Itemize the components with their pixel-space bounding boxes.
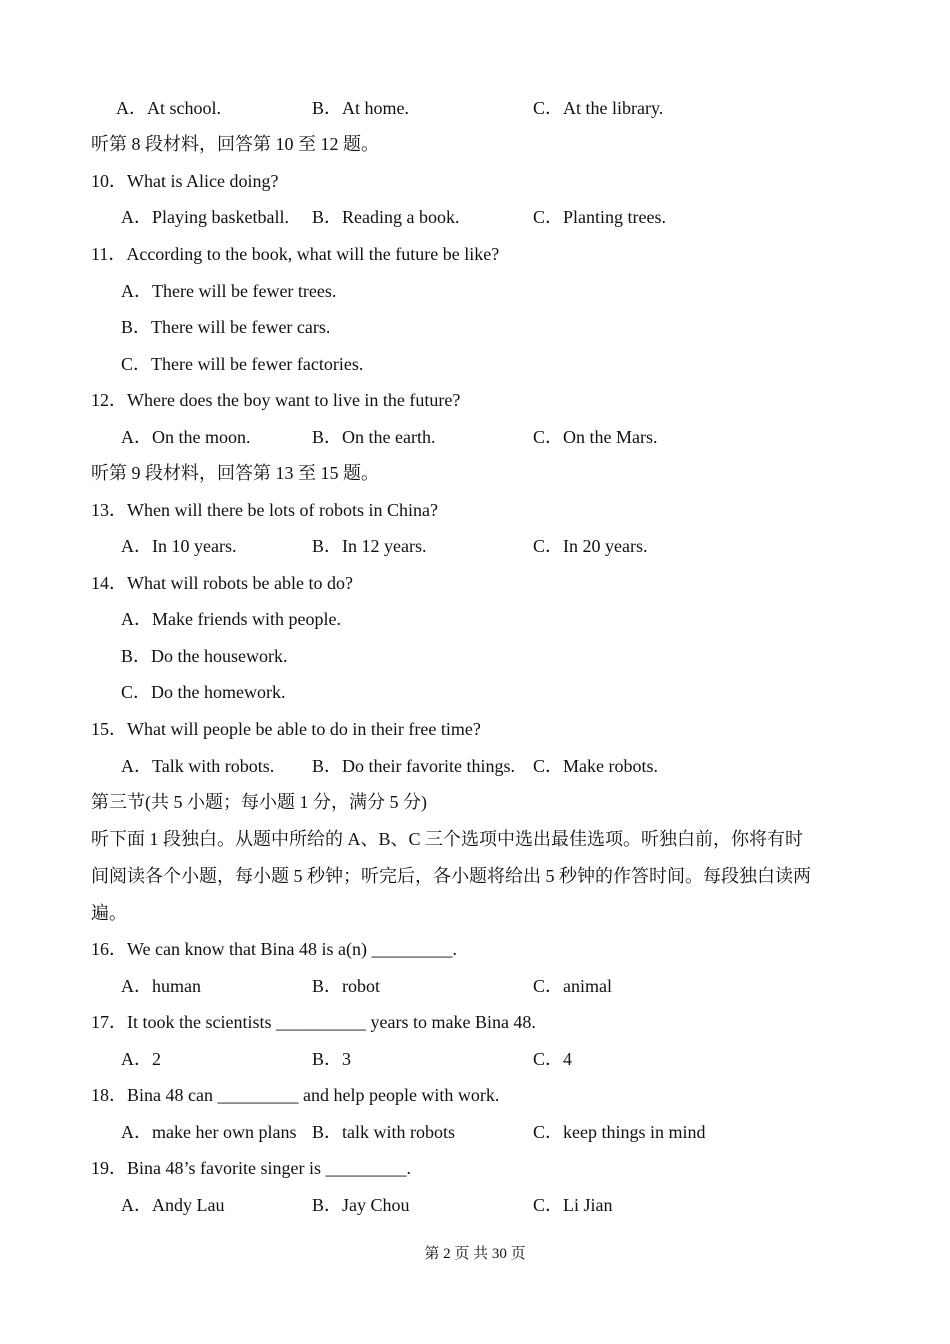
q17-option-c: C．4 <box>533 1049 573 1069</box>
question-19: 19．Bina 48’s favorite singer is _________. <box>91 1158 411 1178</box>
q15-option-a: A．Talk with robots. <box>121 756 275 776</box>
question-11: 11．According to the book, what will the future be like? <box>91 244 500 264</box>
q9-option-c: C．At the library. <box>533 98 664 118</box>
q11-option-b: B．There will be fewer cars. <box>121 317 331 337</box>
q14-option-b: B．Do the housework. <box>121 646 288 666</box>
section-instruction-line-3: 遍。 <box>91 903 127 923</box>
section-instruction: 听第 9 段材料，回答第 13 至 15 题。 <box>91 463 379 483</box>
question-14: 14．What will robots be able to do? <box>91 573 353 593</box>
q19-option-c: C．Li Jian <box>533 1195 613 1215</box>
q12-option-b: B．On the earth. <box>312 427 436 447</box>
question-17: 17．It took the scientists __________ years to make Bina 48. <box>91 1012 536 1032</box>
q17-option-b: B．3 <box>312 1049 352 1069</box>
q13-option-a: A．In 10 years. <box>121 536 237 556</box>
section-heading: 第三节(共 5 小题；每小题 1 分，满分 5 分) <box>91 792 427 812</box>
q17-option-a: A．2 <box>121 1049 161 1069</box>
q16-option-a: A．human <box>121 976 201 996</box>
q16-option-b: B．robot <box>312 976 381 996</box>
q15-option-c: C．Make robots. <box>533 756 658 776</box>
q19-option-a: A．Andy Lau <box>121 1195 225 1215</box>
q14-option-c: C．Do the homework. <box>121 682 286 702</box>
q10-option-a: A．Playing basketball. <box>121 207 289 227</box>
q18-option-a: A．make her own plans <box>121 1122 297 1142</box>
q11-option-c: C．There will be fewer factories. <box>121 354 364 374</box>
q13-option-b: B．In 12 years. <box>312 536 427 556</box>
q16-option-c: C．animal <box>533 976 612 996</box>
page-footer: 第 2 页 共 30 页 <box>424 1246 526 1262</box>
section-instruction-line-1: 听下面 1 段独白。从题中所给的 A、B、C 三个选项中选出最佳选项。听独白前，你将有时 <box>91 829 804 849</box>
q9-option-b: B．At home. <box>312 98 409 118</box>
question-13: 13．When will there be lots of robots in China? <box>91 500 438 520</box>
question-12: 12．Where does the boy want to live in the future? <box>91 390 461 410</box>
q12-option-c: C．On the Mars. <box>533 427 658 447</box>
q10-option-c: C．Planting trees. <box>533 207 666 227</box>
q13-option-c: C．In 20 years. <box>533 536 648 556</box>
q12-option-a: A．On the moon. <box>121 427 251 447</box>
section-instruction-line-2: 间阅读各个小题，每小题 5 秒钟；听完后，各小题将给出 5 秒钟的作答时间。每段独白读两 <box>91 866 811 886</box>
q9-option-a: A．At school. <box>116 98 221 118</box>
question-10: 10．What is Alice doing? <box>91 171 279 191</box>
q19-option-b: B．Jay Chou <box>312 1195 410 1215</box>
q15-option-b: B．Do their favorite things. <box>312 756 515 776</box>
question-16: 16．We can know that Bina 48 is a(n) _________. <box>91 939 457 959</box>
question-15: 15．What will people be able to do in their free time? <box>91 719 481 739</box>
q10-option-b: B．Reading a book. <box>312 207 460 227</box>
section-instruction: 听第 8 段材料，回答第 10 至 12 题。 <box>91 134 379 154</box>
q18-option-c: C．keep things in mind <box>533 1122 706 1142</box>
q18-option-b: B．talk with robots <box>312 1122 455 1142</box>
q14-option-a: A．Make friends with people. <box>121 609 341 629</box>
q11-option-a: A．There will be fewer trees. <box>121 281 337 301</box>
question-18: 18．Bina 48 can _________ and help people with work. <box>91 1085 500 1105</box>
